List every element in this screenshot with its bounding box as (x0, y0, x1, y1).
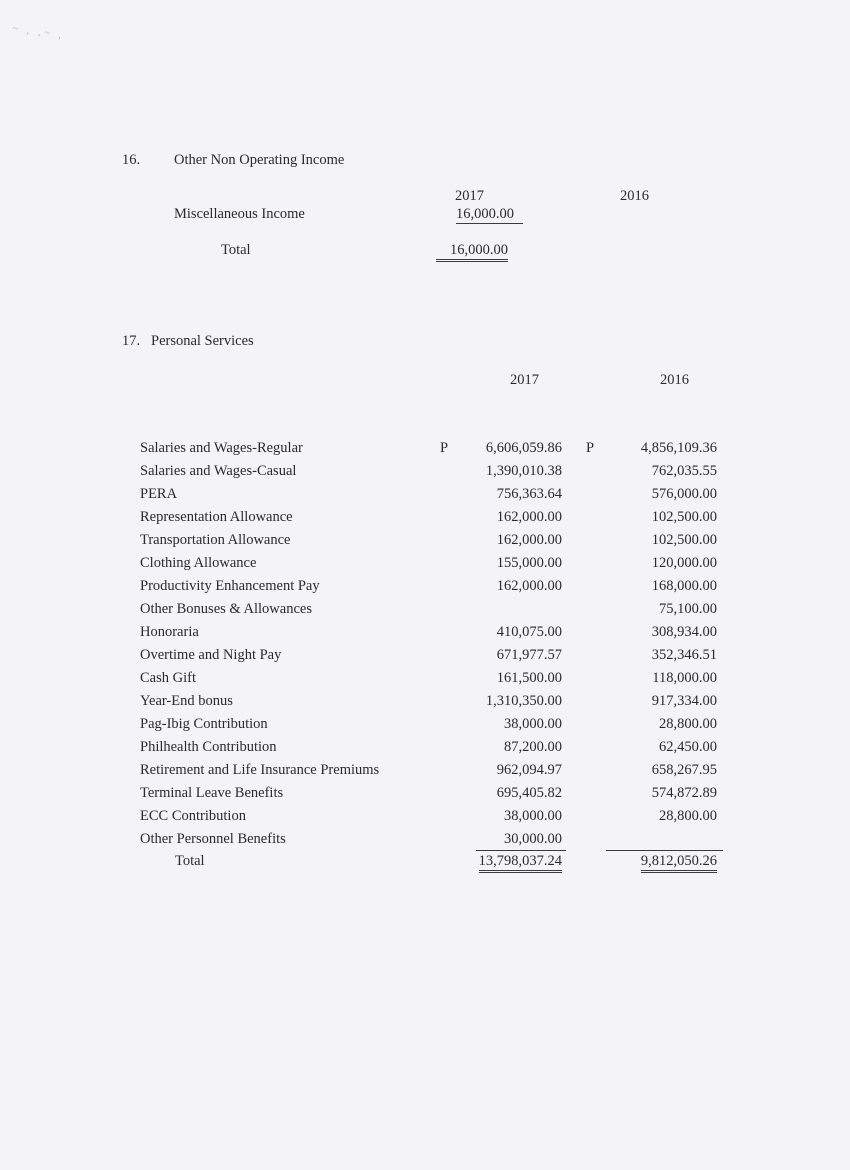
row-label: ECC Contribution (140, 808, 246, 824)
note-16-total-label: Total (221, 242, 251, 258)
note-17-year-2017: 2017 (510, 372, 539, 388)
row-value-2017: 162,000.00 (496, 509, 562, 525)
row-label: Clothing Allowance (140, 555, 257, 571)
currency-symbol-2016: P (586, 440, 595, 456)
note-17-total-label: Total (175, 853, 205, 869)
row-value-2017: 30,000.00 (504, 831, 562, 847)
row-label: Philhealth Contribution (140, 739, 277, 755)
row-value-2016: 62,450.00 (659, 739, 717, 755)
row-value-2016: 118,000.00 (652, 670, 717, 686)
subtotal-line-2017 (476, 850, 566, 851)
row-label: Representation Allowance (140, 509, 293, 525)
row-value-2016: 168,000.00 (651, 578, 717, 594)
row-label: Year-End bonus (140, 693, 233, 709)
row-value-2017: 962,094.97 (496, 762, 562, 778)
table-row (0, 715, 850, 738)
row-value-2017: 1,390,010.38 (485, 463, 562, 479)
table-row (0, 669, 850, 692)
table-row (0, 531, 850, 554)
table-row (0, 807, 850, 830)
table-row (0, 738, 850, 761)
table-row (0, 623, 850, 646)
row-value-2016: 4,856,109.36 (640, 440, 717, 456)
note-16-year-2016: 2016 (620, 188, 649, 204)
subtotal-line-2016 (606, 850, 723, 851)
row-value-2017: 155,000.00 (496, 555, 562, 571)
corner-pencil-mark: ~ , ,~ , (11, 22, 65, 42)
note-16-total-2017: 16,000.00 (436, 241, 508, 262)
table-row (0, 508, 850, 531)
table-row (0, 439, 850, 462)
row-value-2017: 38,000.00 (504, 716, 562, 732)
row-value-2017: 756,363.64 (496, 486, 562, 502)
table-row (0, 462, 850, 485)
row-value-2017: 87,200.00 (504, 739, 562, 755)
row-value-2016: 352,346.51 (651, 647, 717, 663)
table-row (0, 646, 850, 669)
row-value-2017: 6,606,059.86 (485, 440, 562, 456)
row-value-2016: 762,035.55 (651, 463, 717, 479)
row-value-2016: 102,500.00 (651, 532, 717, 548)
table-row (0, 761, 850, 784)
row-label: Other Personnel Benefits (140, 831, 286, 847)
note-16-misc-label: Miscellaneous Income (174, 206, 305, 222)
note-17-total-2016: 9,812,050.26 (641, 852, 717, 873)
table-row (0, 554, 850, 577)
note-17-total-2017: 13,798,037.24 (479, 852, 562, 873)
note-17-year-2016: 2016 (660, 372, 689, 388)
table-row (0, 485, 850, 508)
row-value-2016: 574,872.89 (651, 785, 717, 801)
row-value-2016: 308,934.00 (651, 624, 717, 640)
row-value-2017: 162,000.00 (496, 578, 562, 594)
row-label: Pag-Ibig Contribution (140, 716, 268, 732)
table-row (0, 692, 850, 715)
note-16-number: 16. (122, 152, 141, 168)
row-value-2016: 917,334.00 (651, 693, 717, 709)
row-value-2017: 162,000.00 (496, 532, 562, 548)
currency-symbol-2017: P (440, 440, 449, 456)
row-value-2017: 1,310,350.00 (485, 693, 562, 709)
row-label: Salaries and Wages-Regular (140, 440, 303, 456)
table-row (0, 600, 850, 623)
row-value-2016: 576,000.00 (651, 486, 717, 502)
note-17-title: Personal Services (151, 333, 254, 349)
row-label: Other Bonuses & Allowances (140, 601, 312, 617)
row-label: Retirement and Life Insurance Premiums (140, 762, 380, 778)
row-value-2016: 75,100.00 (659, 601, 717, 617)
row-value-2017: 161,500.00 (496, 670, 562, 686)
note-17-number: 17. (122, 333, 141, 349)
row-value-2016: 28,800.00 (659, 716, 717, 732)
row-value-2017: 695,405.82 (496, 785, 562, 801)
row-label: Salaries and Wages-Casual (140, 463, 297, 479)
row-label: Cash Gift (140, 670, 196, 686)
row-value-2016: 120,000.00 (651, 555, 717, 571)
row-value-2016: 658,267.95 (651, 762, 717, 778)
row-value-2016: 102,500.00 (651, 509, 717, 525)
row-label: Overtime and Night Pay (140, 647, 282, 663)
row-value-2017: 38,000.00 (504, 808, 562, 824)
row-value-2017: 671,977.57 (496, 647, 562, 663)
table-row (0, 784, 850, 807)
row-value-2017: 410,075.00 (496, 624, 562, 640)
note-16-title: Other Non Operating Income (174, 152, 345, 168)
row-value-2016: 28,800.00 (659, 808, 717, 824)
row-label: Productivity Enhancement Pay (140, 578, 320, 594)
row-label: Transportation Allowance (140, 532, 291, 548)
table-row (0, 577, 850, 600)
note-16-misc-2017: 16,000.00 (456, 205, 523, 224)
row-label: PERA (140, 486, 178, 502)
note-16-year-2017: 2017 (455, 188, 484, 204)
row-label: Honoraria (140, 624, 199, 640)
row-label: Terminal Leave Benefits (140, 785, 284, 801)
